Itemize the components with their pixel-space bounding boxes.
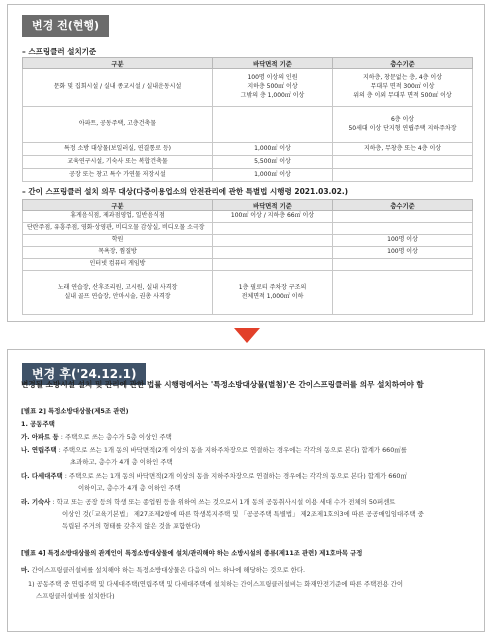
- item-ga: [21, 433, 172, 441]
- row-floor-count: [333, 69, 473, 107]
- row-floor-area: [213, 223, 333, 235]
- header-category: 구분: [23, 200, 213, 211]
- table-row: [23, 169, 473, 182]
- table-row: [23, 156, 473, 169]
- table-row: [23, 143, 473, 156]
- row-category: 단란주점, 유흥주점, 영화·상영관, 비디오물 감상실, 비디오물 소극장: [23, 223, 213, 235]
- row-category: 휴게음식점, 제과점영업, 일반음식점: [23, 211, 213, 223]
- cell-line: 50세대 이상 단지형 연립주택 지하주차장: [348, 124, 457, 132]
- row-floor-count: [333, 223, 473, 235]
- row-category: 아파트, 공동주택, 고층건축물: [23, 107, 213, 143]
- row-category: 교육연구시설, 기숙사 또는 복합건축물: [23, 156, 213, 169]
- item-na: [21, 446, 407, 454]
- row-floor-count: [333, 271, 473, 315]
- cell-line: 무대부 면적 300㎡ 이상: [370, 83, 435, 91]
- item-ra-cont2: 독립된 주거의 형태를 갖추지 않은 것을 포함한다): [62, 522, 201, 530]
- table-row: [23, 107, 473, 143]
- row-floor-count: 100명 이상: [333, 247, 473, 259]
- table-header-row: [23, 58, 473, 69]
- row-category: [23, 271, 213, 315]
- item-ma-label: 마.: [21, 566, 30, 574]
- row-floor-count: [333, 156, 473, 169]
- header-floor-area: 바닥면적 기준: [213, 58, 333, 69]
- item-da: [21, 472, 407, 480]
- row-floor-count: 지하층, 무창층 또는 4층 이상: [333, 143, 473, 156]
- item-ma-sub1: 1) 공동주택 중 연립주택 및 다세대주택(연립주택 및 다세대주택에 설치하는 간이스프링클러설비는 화재안전기준에 따른 주택전용 간이: [28, 580, 403, 588]
- row-category: 인터넷 컴퓨터 게임방: [23, 259, 213, 271]
- item-ra: [21, 498, 395, 506]
- row-floor-count: 100명 이상: [333, 235, 473, 247]
- appendix4-title: [별표 4] 특정소방대상물의 관계인이 특정소방대상물에 설치/관리해야 하는 소방시설의 종류(제11조 관련) 제1호마목 규정: [21, 550, 363, 557]
- row-floor-area: 100㎡ 이상 / 지하층 66㎡ 이상: [213, 211, 333, 223]
- row-floor-area: [213, 247, 333, 259]
- appendix2-title: [별표 2] 특정소방대상물(제5조 관련): [21, 407, 129, 415]
- row-floor-area: [213, 235, 333, 247]
- simple-sprinkler-title: – 간이 스프링클러 설치 의무 대상(다중이용업소의 안전관리에 관한 특별법 시행령 2021.03.02.): [22, 187, 349, 196]
- row-floor-count: [333, 169, 473, 182]
- cell-line: 전체면적 1,000㎡ 이하: [241, 292, 304, 300]
- table-header-row: [23, 200, 473, 211]
- header-floor-count: 층수기준: [333, 200, 473, 211]
- sprinkler-criteria-table: [22, 57, 473, 182]
- item-na-cont: 초과하고, 층수가 4개 층 이하인 주택: [70, 458, 173, 466]
- header-category: 구분: [23, 58, 213, 69]
- row-floor-area: [213, 259, 333, 271]
- table-row: [23, 271, 473, 315]
- cell-line: 지하층, 창문없는 층, 4층 이상: [362, 74, 443, 82]
- cell-line: 그밖의 층 1,000㎡ 이상: [240, 91, 305, 99]
- row-floor-count: [333, 107, 473, 143]
- after-tag: 변경 후('24.12.1): [22, 363, 146, 385]
- row-floor-area: 1,000㎡ 이상: [213, 169, 333, 182]
- item-ma-sub1-cont: 스프링클러설비를 설치한다): [36, 592, 115, 600]
- item-ga-label: 가. 아파트 등: [21, 433, 59, 441]
- row-category: 특정 소방 대상물(보일러실, 연결통로 등): [23, 143, 213, 156]
- table-row: [23, 223, 473, 235]
- after-intro: 변경될 소방시설 설치 및 관리에 관한 법률 시행령에서는 '특정소방대상물(별첨)'은 간이스프링클러를 의무 설치하여야 함: [21, 380, 424, 389]
- item-ra-cont1: 이상인 것(「교육기본법」 제27조제2항에 따른 학생복지주택 및 「공공주택 특별법」 제2조제1호의3에 따른 공공매입임대주택 중: [62, 510, 424, 518]
- row-category: 문화 및 집회시설 / 실내 종교시설 / 실내운동시설: [23, 69, 213, 107]
- item-da-text: : 주택으로 쓰는 1개 동의 바닥면적(2개 이상의 동을 지하주차장으로 연결하는 경우에는 각각의 동으로 본다) 합계가 660㎡: [62, 472, 407, 480]
- table-row: [23, 259, 473, 271]
- item-da-cont: 이하이고, 층수가 4개 층 이하인 주택: [78, 484, 181, 492]
- down-arrow-icon: [234, 328, 260, 343]
- item-ga-text: : 주택으로 쓰는 층수가 5층 이상인 주택: [58, 433, 172, 441]
- item-ra-text: : 학교 또는 공장 등의 학생 또는 종업원 등을 위하여 쓰는 것으로서 1개 동의 공동취사시설 이용 세대 수가 전체의 50퍼센트: [50, 498, 396, 506]
- table-row: [23, 211, 473, 223]
- before-tag: 변경 전(현행): [22, 15, 109, 37]
- cell-line: 100명 이상의 인원: [247, 74, 298, 82]
- row-floor-count: [333, 259, 473, 271]
- item-da-label: 다. 다세대주택: [21, 472, 63, 480]
- row-floor-area: 5,500㎡ 이상: [213, 156, 333, 169]
- before-panel: [7, 4, 485, 322]
- row-floor-area: 1,000㎡ 이상: [213, 143, 333, 156]
- row-floor-area: [213, 69, 333, 107]
- cell-line: 실내 골프 연습장, 안마시술, 권총 사격장: [64, 292, 171, 300]
- table-row: [23, 247, 473, 259]
- item-ra-label: 라. 기숙사: [21, 498, 51, 506]
- item-na-label: 나. 연립주택: [21, 446, 57, 454]
- row-floor-area: [213, 271, 333, 315]
- table-row: [23, 235, 473, 247]
- cell-line: 위의 층 이외 무대부 면적 500㎡ 이상: [353, 91, 452, 99]
- header-floor-count: 층수기준: [333, 58, 473, 69]
- row-floor-count: [333, 211, 473, 223]
- row-category: 공장 또는 창고 특수 가연물 저장시설: [23, 169, 213, 182]
- cell-line: 노래 연습장, 산후조리원, 고시원, 실내 사격장: [57, 283, 178, 291]
- sprinkler-criteria-title: – 스프링클러 설치기준: [22, 47, 97, 56]
- item-ma: [21, 566, 305, 574]
- table-row: [23, 69, 473, 107]
- item-apartment-housing: 1. 공동주택: [21, 420, 55, 428]
- row-category: 목욕장, 찜질방: [23, 247, 213, 259]
- cell-line: 1층 필로티 주차장 구조의: [238, 283, 307, 291]
- header-floor-area: 바닥면적 기준: [213, 200, 333, 211]
- row-category: 학원: [23, 235, 213, 247]
- cell-line: 지하층 500㎡ 이상: [247, 83, 298, 91]
- row-floor-area: [213, 107, 333, 143]
- item-na-text: : 주택으로 쓰는 1개 동의 바닥면적(2개 이상의 동을 지하주차장으로 연결하는 경우에는 각각의 동으로 본다) 합계가 660㎡를: [56, 446, 407, 454]
- item-ma-text: 간이스프링클러설비를 설치해야 하는 특정소방대상물은 다음의 어느 하나에 해당하는 것으로 한다.: [29, 566, 306, 574]
- cell-line: 6층 이상: [390, 115, 415, 123]
- simple-sprinkler-table: [22, 199, 473, 315]
